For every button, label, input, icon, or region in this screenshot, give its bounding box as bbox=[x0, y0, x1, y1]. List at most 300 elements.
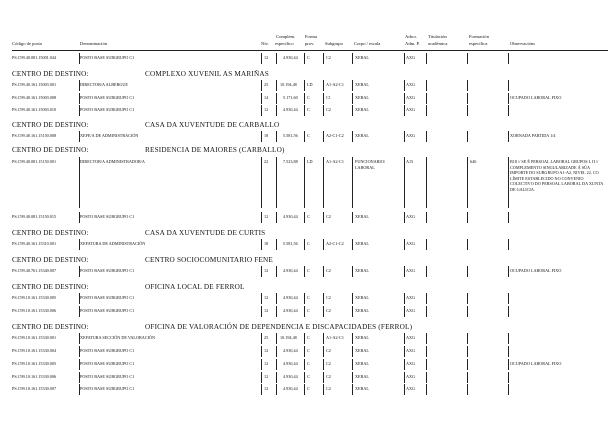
column-separator bbox=[276, 346, 277, 357]
row-subgrupo: C2 bbox=[326, 374, 331, 379]
row-denom: DIRECTOR/A ALBERGUE bbox=[80, 82, 128, 87]
row-denom: POSTO BASE SUBGRUPO C1 bbox=[80, 55, 135, 60]
row-denom: POSTO BASE SUBGRUPO C1 bbox=[80, 361, 135, 366]
column-separator bbox=[426, 131, 427, 142]
row-formacion: 646 bbox=[470, 159, 477, 164]
row-subgrupo: A2-C1-C2 bbox=[326, 241, 344, 246]
column-separator bbox=[508, 53, 509, 64]
row-code: PS.C99.10.161.15330.005 bbox=[12, 295, 57, 300]
row-adscr: AXG bbox=[406, 241, 416, 246]
row-code: PS.C99.10.161.15330.005 bbox=[12, 361, 57, 366]
column-separator bbox=[467, 293, 468, 304]
table-row bbox=[0, 361, 615, 369]
column-separator bbox=[426, 212, 427, 223]
column-separator bbox=[467, 372, 468, 383]
row-corpo: XERAL bbox=[355, 133, 369, 138]
column-separator bbox=[352, 80, 353, 91]
center-name: OFICINA DE VALORACIÓN DE DEPENDENCIA E DISCAPACIDADES (FERROL) bbox=[145, 323, 413, 331]
column-separator bbox=[467, 346, 468, 357]
row-denom: POSTO BASE SUBGRUPO C1 bbox=[80, 386, 135, 391]
column-separator bbox=[426, 384, 427, 395]
column-separator bbox=[404, 239, 405, 250]
row-obs: XORNADA PARTIDA 1/4 bbox=[510, 133, 556, 138]
column-separator bbox=[261, 157, 262, 208]
row-corpo: XERAL bbox=[355, 55, 369, 60]
column-separator bbox=[276, 306, 277, 317]
column-separator bbox=[467, 105, 468, 116]
row-adscr: AXG bbox=[406, 133, 416, 138]
row-level: 12 bbox=[264, 268, 269, 273]
column-separator bbox=[426, 333, 427, 344]
column-separator bbox=[404, 80, 405, 91]
column-separator bbox=[79, 384, 80, 395]
column-separator bbox=[508, 93, 509, 104]
column-separator bbox=[467, 266, 468, 277]
row-forma: C bbox=[307, 107, 310, 112]
row-level: 12 bbox=[264, 374, 269, 379]
row-complem: 4.930,44 bbox=[283, 268, 298, 273]
row-level: 12 bbox=[264, 348, 269, 353]
header-forma: prov. bbox=[305, 41, 315, 46]
row-subgrupo: C2 bbox=[326, 348, 331, 353]
row-level: 12 bbox=[264, 386, 269, 391]
column-separator bbox=[352, 266, 353, 277]
row-forma: C bbox=[307, 268, 310, 273]
column-separator bbox=[404, 93, 405, 104]
column-separator bbox=[276, 105, 277, 116]
row-complem: 7.523,88 bbox=[283, 159, 298, 164]
row-adscr: AXG bbox=[406, 308, 416, 313]
center-name: OFICINA LOCAL DE FERROL bbox=[145, 283, 245, 291]
column-separator bbox=[508, 239, 509, 250]
row-level: 12 bbox=[264, 361, 269, 366]
header-titulacion: académica bbox=[428, 41, 448, 46]
row-forma: C bbox=[307, 241, 310, 246]
column-separator bbox=[404, 105, 405, 116]
header-forma-top: Forma bbox=[305, 34, 317, 39]
column-separator bbox=[467, 239, 468, 250]
center-name: RESIDENCIA DE MAIORES (CARBALLO) bbox=[145, 146, 285, 154]
column-separator bbox=[261, 306, 262, 317]
row-denom: XEFE/A DE ADMINISTRACIÓN bbox=[80, 133, 139, 138]
column-separator bbox=[304, 359, 305, 370]
center-name: CENTRO SOCIOCOMUNITARIO FENE bbox=[145, 256, 274, 264]
row-complem: 4.930,44 bbox=[283, 348, 298, 353]
column-separator bbox=[404, 212, 405, 223]
header-rule bbox=[12, 50, 608, 51]
column-separator bbox=[304, 384, 305, 395]
row-obs: OCUPADO LABORAL FIXO bbox=[510, 268, 562, 273]
column-separator bbox=[79, 346, 80, 357]
column-separator bbox=[276, 266, 277, 277]
row-corpo: XERAL bbox=[355, 82, 369, 87]
column-separator bbox=[323, 93, 324, 104]
column-separator bbox=[261, 293, 262, 304]
column-separator bbox=[508, 105, 509, 116]
column-separator bbox=[426, 293, 427, 304]
center-label: CENTRO DE DESTINO: bbox=[12, 70, 89, 78]
row-subgrupo: C1 bbox=[326, 95, 331, 100]
column-separator bbox=[323, 359, 324, 370]
column-separator bbox=[276, 53, 277, 64]
column-separator bbox=[304, 53, 305, 64]
column-separator bbox=[304, 131, 305, 142]
row-corpo: XERAL bbox=[355, 386, 369, 391]
column-separator bbox=[467, 306, 468, 317]
row-code: PS.C99.10.161.15330.006 bbox=[12, 374, 57, 379]
column-separator bbox=[352, 346, 353, 357]
column-separator bbox=[508, 346, 509, 357]
column-separator bbox=[508, 306, 509, 317]
row-code: PS.C99.10.161.15330.001 bbox=[12, 335, 57, 340]
column-separator bbox=[261, 212, 262, 223]
row-level: 18 bbox=[264, 241, 269, 246]
row-denom: POSTO BASE SUBGRUPO C1 bbox=[80, 295, 135, 300]
column-separator bbox=[426, 372, 427, 383]
column-separator bbox=[467, 157, 468, 208]
column-separator bbox=[426, 306, 427, 317]
center-label: CENTRO DE DESTINO: bbox=[12, 229, 89, 237]
column-separator bbox=[426, 105, 427, 116]
row-complem: 10.194,48 bbox=[280, 82, 297, 87]
column-separator bbox=[404, 293, 405, 304]
row-level: 18 bbox=[264, 133, 269, 138]
column-separator bbox=[304, 293, 305, 304]
column-separator bbox=[79, 212, 80, 223]
row-forma: C bbox=[307, 133, 310, 138]
column-separator bbox=[426, 359, 427, 370]
column-separator bbox=[508, 131, 509, 142]
column-separator bbox=[276, 239, 277, 250]
row-denom: POSTO BASE SUBGRUPO C1 bbox=[80, 107, 135, 112]
column-separator bbox=[323, 212, 324, 223]
column-separator bbox=[261, 359, 262, 370]
column-separator bbox=[304, 306, 305, 317]
row-code: PS.C99.40.081.15150.001 bbox=[12, 159, 57, 164]
column-separator bbox=[352, 372, 353, 383]
table-row bbox=[0, 95, 615, 103]
table-row bbox=[0, 374, 615, 382]
column-separator bbox=[508, 212, 509, 223]
row-code: PS.C99.40.161.15003.001 bbox=[12, 82, 57, 87]
row-corpo: XERAL bbox=[355, 241, 369, 246]
center-label: CENTRO DE DESTINO: bbox=[12, 256, 89, 264]
row-code: PS.C99.10.161.15330.007 bbox=[12, 386, 57, 391]
column-separator bbox=[304, 266, 305, 277]
table-row bbox=[0, 214, 615, 222]
row-adscr: AXG bbox=[406, 268, 416, 273]
column-separator bbox=[323, 266, 324, 277]
row-forma: C bbox=[307, 308, 310, 313]
column-separator bbox=[426, 80, 427, 91]
row-denom: POSTO BASE SUBGRUPO C1 bbox=[80, 374, 135, 379]
row-corpo: XERAL bbox=[355, 95, 369, 100]
center-name: CASA DA XUVENTUDE DE CARBALLO bbox=[145, 121, 280, 129]
column-separator bbox=[79, 293, 80, 304]
row-code: PS.C99.40.161.15003.010 bbox=[12, 107, 57, 112]
column-separator bbox=[467, 53, 468, 64]
row-denom: POSTO BASE SUBGRUPO C1 bbox=[80, 348, 135, 353]
column-separator bbox=[276, 157, 277, 208]
row-forma: C bbox=[307, 214, 310, 219]
row-forma: C bbox=[307, 386, 310, 391]
column-separator bbox=[261, 239, 262, 250]
row-adscr: AXG bbox=[406, 335, 416, 340]
column-separator bbox=[323, 105, 324, 116]
column-separator bbox=[79, 93, 80, 104]
table-row bbox=[0, 82, 615, 90]
column-separator bbox=[323, 80, 324, 91]
row-complem: 4.930,44 bbox=[283, 55, 298, 60]
row-level: 12 bbox=[264, 55, 269, 60]
row-subgrupo: A1-A2-C1 bbox=[326, 159, 344, 164]
column-separator bbox=[304, 212, 305, 223]
column-separator bbox=[404, 157, 405, 208]
row-complem: 10.194,48 bbox=[280, 335, 297, 340]
center-name: CASA DA XUVENTUDE DE CURTIS bbox=[145, 229, 266, 237]
row-denom: POSTO BASE SUBGRUPO C1 bbox=[80, 95, 135, 100]
column-separator bbox=[323, 306, 324, 317]
row-complem: 4.930,44 bbox=[283, 107, 298, 112]
table-row bbox=[0, 133, 615, 141]
row-code: PS.C99.40.081.15150.015 bbox=[12, 214, 57, 219]
row-complem: 5.581,56 bbox=[283, 133, 298, 138]
header-complem-top: Complem. bbox=[276, 34, 296, 39]
column-separator bbox=[467, 333, 468, 344]
header-subgrupo: Subgrupo bbox=[325, 41, 343, 46]
column-separator bbox=[304, 333, 305, 344]
column-separator bbox=[304, 157, 305, 208]
column-separator bbox=[508, 157, 509, 208]
column-separator bbox=[508, 372, 509, 383]
row-forma: LD bbox=[307, 159, 313, 164]
row-obs: B18 // SE É PERSOAL LABORAL GRUPOS I, II // COMPLEMENTO SINGULARIZADE Á SÚA IMPORTE DO SUBGRUPO A1-A2, NIVEL 22, CO LÍMITE ESTABLECIDO NO CONVENIO COLECTIVO DO PERSOAL LABORAL DA XUNTA DE GALICIA. bbox=[510, 159, 603, 192]
row-corpo: XERAL bbox=[355, 268, 369, 273]
column-separator bbox=[323, 333, 324, 344]
row-level: 22 bbox=[264, 159, 269, 164]
column-separator bbox=[467, 384, 468, 395]
column-separator bbox=[79, 372, 80, 383]
column-separator bbox=[467, 93, 468, 104]
column-separator bbox=[323, 53, 324, 64]
column-separator bbox=[426, 53, 427, 64]
row-adscr: AXG bbox=[406, 295, 416, 300]
row-level: 25 bbox=[264, 82, 269, 87]
table-row bbox=[0, 107, 615, 115]
column-separator bbox=[404, 346, 405, 357]
table-row bbox=[0, 268, 615, 276]
row-adscr: AXG bbox=[406, 348, 416, 353]
column-separator bbox=[508, 266, 509, 277]
row-level: 12 bbox=[264, 107, 269, 112]
row-corpo: XERAL bbox=[355, 107, 369, 112]
row-forma: C bbox=[307, 361, 310, 366]
column-separator bbox=[276, 93, 277, 104]
column-separator bbox=[352, 105, 353, 116]
row-forma: LD bbox=[307, 82, 313, 87]
row-adscr: AXG bbox=[406, 214, 416, 219]
column-separator bbox=[323, 239, 324, 250]
table-row bbox=[0, 159, 615, 207]
column-separator bbox=[304, 372, 305, 383]
column-separator bbox=[404, 372, 405, 383]
row-adscr: AXG bbox=[406, 82, 416, 87]
column-separator bbox=[79, 53, 80, 64]
row-subgrupo: C2 bbox=[326, 295, 331, 300]
row-corpo: XERAL bbox=[355, 214, 369, 219]
row-denom: POSTO BASE SUBGRUPO C1 bbox=[80, 214, 135, 219]
row-code: PS.C99.10.161.15330.006 bbox=[12, 308, 57, 313]
column-separator bbox=[404, 306, 405, 317]
column-separator bbox=[304, 80, 305, 91]
row-forma: C bbox=[307, 95, 310, 100]
header-formacion-top: Formación bbox=[469, 34, 489, 39]
column-separator bbox=[352, 93, 353, 104]
column-separator bbox=[304, 346, 305, 357]
column-separator bbox=[352, 212, 353, 223]
row-complem: 4.930,44 bbox=[283, 361, 298, 366]
column-separator bbox=[426, 266, 427, 277]
column-separator bbox=[323, 157, 324, 208]
center-label: CENTRO DE DESTINO: bbox=[12, 283, 89, 291]
column-separator bbox=[79, 105, 80, 116]
column-separator bbox=[261, 131, 262, 142]
row-subgrupo: C2 bbox=[326, 55, 331, 60]
column-separator bbox=[323, 346, 324, 357]
header-obs: Observacións bbox=[510, 41, 536, 46]
column-separator bbox=[352, 306, 353, 317]
column-separator bbox=[261, 53, 262, 64]
row-adscr: A15 bbox=[406, 159, 414, 164]
column-separator bbox=[79, 266, 80, 277]
center-label: CENTRO DE DESTINO: bbox=[12, 323, 89, 331]
center-label: CENTRO DE DESTINO: bbox=[12, 146, 89, 154]
column-separator bbox=[467, 359, 468, 370]
row-complem: 4.930,44 bbox=[283, 308, 298, 313]
row-adscr: AXG bbox=[406, 107, 416, 112]
row-corpo: XERAL bbox=[355, 308, 369, 313]
row-denom: XEFATURA SECCIÓN DE VALORACIÓN bbox=[80, 335, 156, 340]
row-corpo: XERAL bbox=[355, 295, 369, 300]
header-denom: Denominación bbox=[80, 41, 108, 46]
table-row bbox=[0, 386, 615, 394]
column-separator bbox=[261, 346, 262, 357]
column-separator bbox=[404, 131, 405, 142]
column-separator bbox=[304, 93, 305, 104]
row-denom: XEFATURA DE ADMINISTRACIÓN bbox=[80, 241, 146, 246]
column-separator bbox=[276, 333, 277, 344]
column-separator bbox=[426, 93, 427, 104]
column-separator bbox=[352, 131, 353, 142]
header-formacion: específica bbox=[469, 41, 488, 46]
row-subgrupo: C2 bbox=[326, 214, 331, 219]
header-adscr: Adm. P. bbox=[405, 41, 420, 46]
column-separator bbox=[261, 333, 262, 344]
header-complem: específico bbox=[275, 41, 294, 46]
column-separator bbox=[79, 239, 80, 250]
row-adscr: AXG bbox=[406, 374, 416, 379]
column-separator bbox=[276, 80, 277, 91]
column-separator bbox=[508, 80, 509, 91]
row-code: PS.C99.40.161.15150.008 bbox=[12, 133, 57, 138]
column-separator bbox=[426, 157, 427, 208]
column-separator bbox=[79, 131, 80, 142]
column-separator bbox=[508, 384, 509, 395]
row-adscr: AXG bbox=[406, 361, 416, 366]
column-separator bbox=[261, 372, 262, 383]
row-complem: 4.930,44 bbox=[283, 295, 298, 300]
table-row bbox=[0, 308, 615, 316]
table-row bbox=[0, 295, 615, 303]
column-separator bbox=[352, 293, 353, 304]
column-separator bbox=[508, 359, 509, 370]
column-separator bbox=[276, 212, 277, 223]
row-corpo: FUNCIONARIO/ LABORAL bbox=[355, 159, 386, 170]
column-separator bbox=[404, 359, 405, 370]
row-corpo: XERAL bbox=[355, 335, 369, 340]
header-code: Código de posto bbox=[12, 41, 43, 46]
row-forma: C bbox=[307, 295, 310, 300]
row-subgrupo: C2 bbox=[326, 386, 331, 391]
column-separator bbox=[276, 384, 277, 395]
column-separator bbox=[352, 384, 353, 395]
row-complem: 4.930,44 bbox=[283, 386, 298, 391]
column-separator bbox=[261, 384, 262, 395]
table-row bbox=[0, 241, 615, 249]
table-row bbox=[0, 55, 615, 63]
table-row bbox=[0, 348, 615, 356]
center-label: CENTRO DE DESTINO: bbox=[12, 121, 89, 129]
header-nivel: Nív. bbox=[261, 41, 269, 46]
row-code: PS.C99.40.081.15001.044 bbox=[12, 55, 57, 60]
column-separator bbox=[508, 333, 509, 344]
column-separator bbox=[276, 131, 277, 142]
column-separator bbox=[404, 333, 405, 344]
row-subgrupo: A2-C1-C2 bbox=[326, 133, 344, 138]
row-level: 12 bbox=[264, 214, 269, 219]
row-subgrupo: A1-A2-C1 bbox=[326, 82, 344, 87]
column-separator bbox=[404, 53, 405, 64]
column-separator bbox=[352, 359, 353, 370]
row-level: 12 bbox=[264, 308, 269, 313]
row-code: PS.C99.40.161.15003.008 bbox=[12, 95, 57, 100]
table-row bbox=[0, 335, 615, 343]
row-denom: DIRECTOR/A ADMINISTRADOR/A bbox=[80, 159, 145, 164]
column-separator bbox=[352, 157, 353, 208]
row-corpo: XERAL bbox=[355, 361, 369, 366]
row-subgrupo: C2 bbox=[326, 268, 331, 273]
column-separator bbox=[79, 80, 80, 91]
row-obs: OCUPADO LABORAL FIXO bbox=[510, 361, 562, 366]
row-complem: 4.930,44 bbox=[283, 214, 298, 219]
column-separator bbox=[79, 333, 80, 344]
column-separator bbox=[261, 105, 262, 116]
column-separator bbox=[304, 105, 305, 116]
column-separator bbox=[276, 359, 277, 370]
row-forma: C bbox=[307, 335, 310, 340]
column-separator bbox=[323, 372, 324, 383]
row-forma: C bbox=[307, 55, 310, 60]
column-separator bbox=[352, 239, 353, 250]
column-separator bbox=[276, 293, 277, 304]
column-separator bbox=[404, 266, 405, 277]
header-titulacion-top: Titulación bbox=[428, 34, 447, 39]
row-adscr: AXG bbox=[406, 386, 416, 391]
column-separator bbox=[79, 359, 80, 370]
column-separator bbox=[352, 333, 353, 344]
row-denom: POSTO BASE SUBGRUPO C1 bbox=[80, 268, 135, 273]
column-separator bbox=[261, 80, 262, 91]
